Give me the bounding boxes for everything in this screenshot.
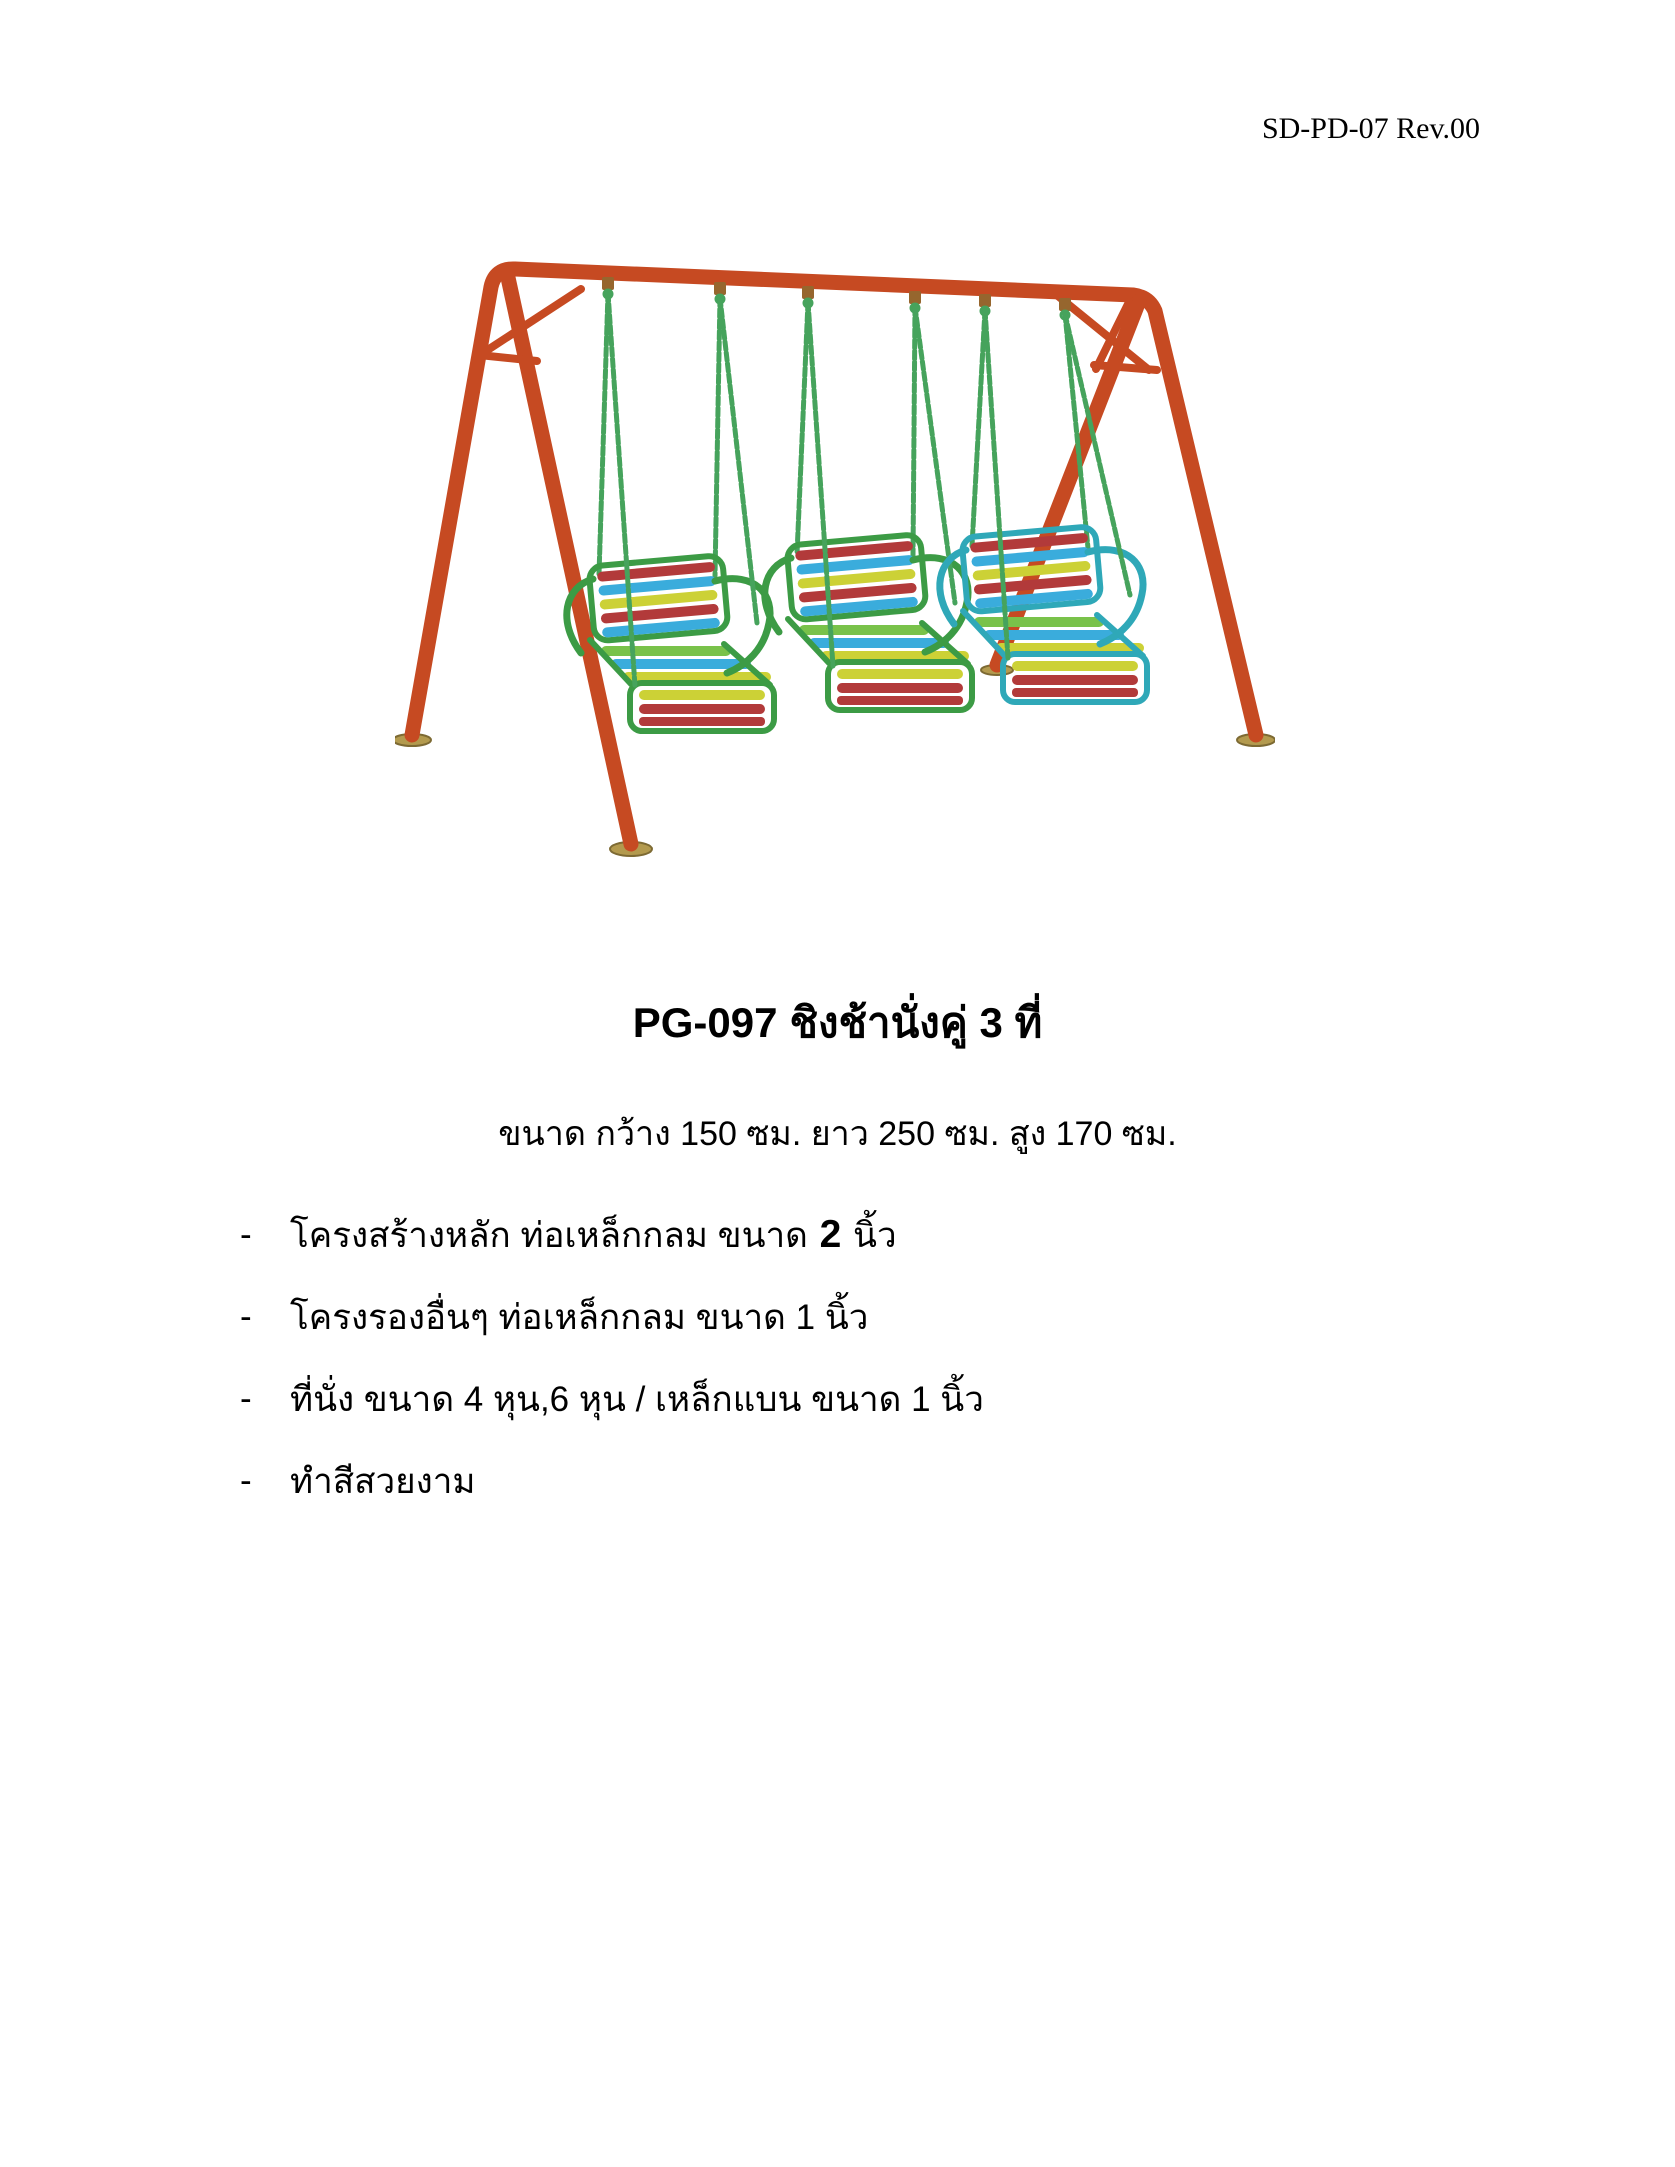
spec-item bbox=[240, 1440, 988, 1522]
spec-item bbox=[240, 1276, 988, 1358]
spec-text: โครงสร้างหลัก ท่อเหล็กกลม ขนาด 2 นิ้ว bbox=[290, 1212, 897, 1256]
doc-code: SD-PD-07 Rev.00 bbox=[1261, 112, 1480, 145]
spec-text: ทำสีสวยงาม bbox=[290, 1461, 476, 1501]
product-photo bbox=[395, 243, 1275, 875]
bullet-dash: - bbox=[240, 1461, 252, 1500]
product-dimensions: ขนาด กว้าง 150 ซม. ยาว 250 ซม. สูง 170 ซม. bbox=[498, 1115, 1177, 1153]
swing-seat-middle bbox=[765, 302, 972, 710]
product-code: PG-097 bbox=[632, 999, 778, 1046]
product-name: ชิงช้านั่งคู่ 3 ที่ bbox=[789, 999, 1043, 1046]
spec-item bbox=[240, 1358, 988, 1440]
spec-item bbox=[240, 1194, 988, 1276]
spec-text: ที่นั่ง ขนาด 4 หุน,6 หุน / เหล็กแบน ขนาด 1 นิ้ว bbox=[290, 1379, 984, 1419]
bullet-dash: - bbox=[240, 1379, 252, 1418]
foot-pads bbox=[395, 665, 1275, 856]
product-title bbox=[0, 996, 1675, 1051]
bullet-dash: - bbox=[240, 1215, 252, 1254]
swing-set-illustration bbox=[395, 243, 1275, 875]
bullet-dash: - bbox=[240, 1297, 252, 1336]
spec-list bbox=[240, 1194, 988, 1522]
spec-text: โครงรองอื่นๆ ท่อเหล็กกลม ขนาด 1 นิ้ว bbox=[290, 1297, 869, 1337]
